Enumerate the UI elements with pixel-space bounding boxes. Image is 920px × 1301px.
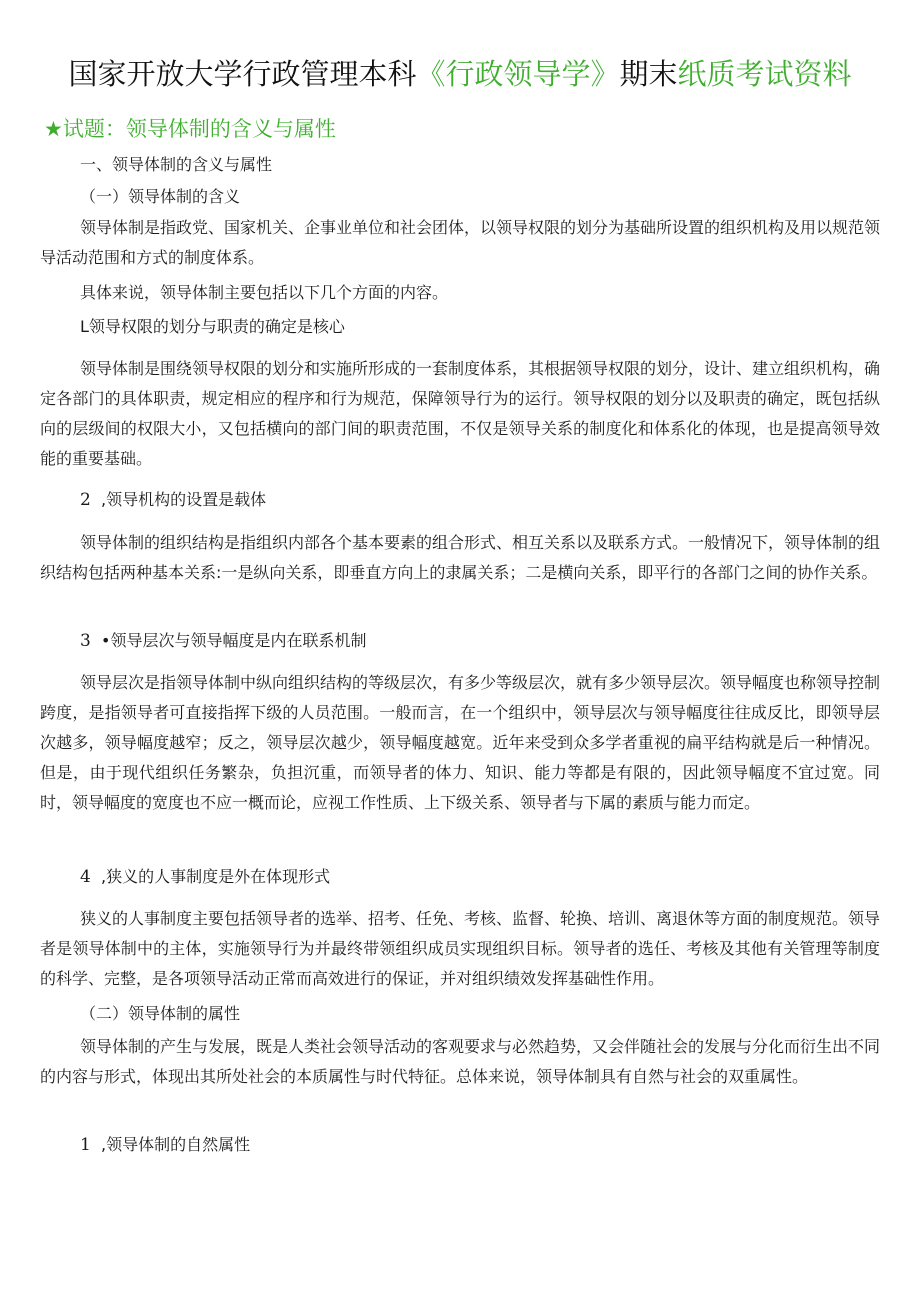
title-part-4: 纸质考试资料 [677,57,852,91]
list-item-5 [80,1133,250,1157]
list-item-4-number: 4 [80,867,91,887]
subsection-heading-meaning: （一）领导体制的含义 [80,187,241,206]
document-title [0,52,920,96]
list-item-3-number: 3 [80,631,91,651]
subsection-heading-attributes: （二）领导体制的属性 [80,1004,241,1023]
question-heading: ★试题：领导体制的含义与属性 [44,117,336,141]
list-item-4-text: ,狭义的人事制度是外在体现形式 [101,867,331,886]
list-item-5-text: ,领导体制的自然属性 [101,1135,251,1154]
list-item-3 [80,629,366,653]
list-item-2-number: 2 [80,490,91,510]
list-item-4 [80,865,330,889]
paragraph-attributes: 领导体制的产生与发展，既是人类社会领导活动的客观要求与必然趋势，又会伴随社会的发展与分化而衍生出不同的内容与形式，体现出其所处社会的本质属性与时代特征。总体来说，领导体制具有自然与社会的双重属性。 [40,1037,881,1086]
list-item-3-text: •领导层次与领导幅度是内在联系机制 [101,631,367,650]
paragraph-authority: 领导体制是围绕领导权限的划分和实施所形成的一套制度体系，其根据领导权限的划分，设计、建立组织机构，确定各部门的具体职责，规定相应的程序和行为规范，保障领导行为的运行。领导权限的划分以及职责的确定，既包括纵向的层级间的权限大小，又包括横向的部门间的职责范围，不仅是领导关系的制度化和体系化的体现，也是提高领导效能的重要基础。 [40,359,881,468]
title-part-2: 《行政领导学》 [416,57,620,91]
paragraph-definition: 领导体制是指政党、国家机关、企事业单位和社会团体，以领导权限的划分为基础所设置的组织机构及用以规范领导活动范围和方式的制度体系。 [40,218,881,267]
paragraph-structure: 领导体制的组织结构是指组织内部各个基本要素的组合形式、相互关系以及联系方式。一般情况下，领导体制的组织结构包括两种基本关系:一是纵向关系，即垂直方向上的隶属关系；二是横向关系，即平行的各部门之间的协作关系。 [40,533,881,582]
list-item-2 [80,488,266,512]
list-item-1: L领导权限的划分与职责的确定是核心 [80,317,345,336]
list-item-5-number: 1 [80,1135,91,1155]
section-heading-1: 一、领导体制的含义与属性 [80,155,273,174]
paragraph-levels: 领导层次是指领导体制中纵向组织结构的等级层次，有多少等级层次，就有多少领导层次。领导幅度也称领导控制跨度，是指领导者可直接指挥下级的人员范围。一般而言，在一个组织中，领导层次与领导幅度往往成反比，即领导层次越多，领导幅度越窄；反之，领导层次越少，领导幅度越宽。近年来受到众多学者重视的扁平结构就是后一种情况。但是，由于现代组织任务繁杂，负担沉重，而领导者的体力、知识、能力等都是有限的，因此领导幅度不宜过宽。同时，领导幅度的宽度也不应一概而论，应视工作性质、上下级关系、领导者与下属的素质与能力而定。 [40,673,881,812]
title-part-3: 期末 [619,57,678,91]
paragraph-intro: 具体来说，领导体制主要包括以下几个方面的内容。 [80,283,449,302]
title-part-1: 国家开放大学行政管理本科 [68,57,417,91]
paragraph-personnel: 狭义的人事制度主要包括领导者的选举、招考、任免、考核、监督、轮换、培训、离退休等方面的制度规范。领导者是领导体制中的主体，实施领导行为并最终带领组织成员实现组织目标。领导者的选任、考核及其他有关管理等制度的科学、完整，是各项领导活动正常而高效进行的保证，并对组织绩效发挥基础性作用。 [40,909,881,988]
list-item-2-text: ,领导机构的设置是载体 [101,490,267,509]
